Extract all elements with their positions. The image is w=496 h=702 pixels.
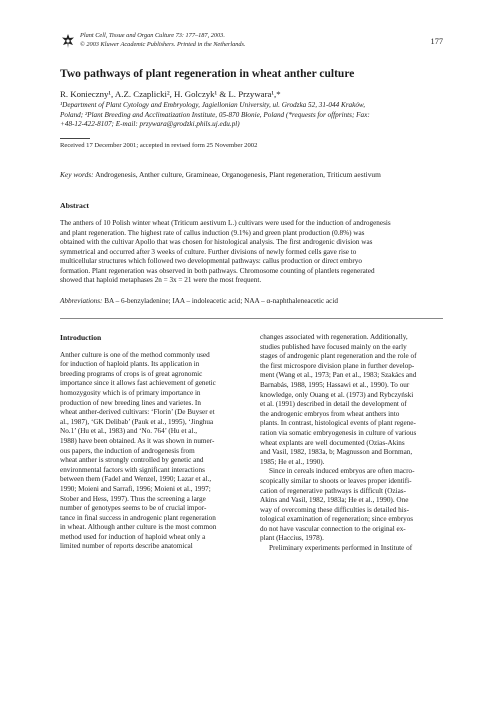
text-line: number of genotypes seems to be of crucial impor-: [60, 504, 207, 513]
affiliations: [60, 101, 450, 130]
text-line: way of overcoming these difficulties is detailed his-: [260, 505, 409, 514]
text-line: stages of androgenic plant regeneration and the role of: [260, 352, 417, 361]
text-line: importance since it allows fast achievement of genetic: [60, 379, 216, 388]
text-line: between them (Fadel and Wenzel, 1990; Lazar et al.,: [60, 475, 212, 484]
abbreviations-label: Abbreviations:: [60, 297, 103, 305]
paragraph: [260, 544, 438, 554]
journal-citation: Plant Cell, Tissue and Organ Culture 73: 177–187, 2003.: [80, 32, 225, 39]
section-divider: [60, 318, 443, 319]
abbreviations-text: BA – 6-benzyladenine; IAA – indoleacetic acid; NAA – α-naphthaleneacetic acid: [104, 297, 338, 305]
received-dates: Received 17 December 2001; accepted in revised form 25 November 2002: [60, 142, 258, 149]
abstract-line: obtained with the cultivar Apollo that was chosen for histological analysis. The first androgenic division was: [60, 238, 373, 247]
abbreviations: [60, 296, 450, 306]
text-line: studies published have focused mainly on the early: [260, 342, 407, 351]
text-line: knowledge, only Ouang et al. (1973) and Rybczyński: [260, 390, 414, 399]
article-title: Two pathways of plant regeneration in wheat anther culture: [60, 68, 355, 80]
copyright-line: © 2003 Kluwer Academic Publishers. Printed in the Netherlands.: [80, 40, 246, 48]
text-line: wheat anther is strongly controlled by genetic and: [60, 456, 204, 465]
affiliation-line: +48-12-422-8107; E-mail: przywara@grodzki.phils.uj.edu.pl): [60, 120, 240, 128]
text-line: No.1’ (Hu et al., 1983) and ‘No. 764’ (Hu et al.,: [60, 427, 198, 436]
abstract-line: symmetrical and occurred after 3 weeks of culture. Further divisions of newly formed cells gave rise to: [60, 247, 357, 256]
text-line: ous papers, the induction of androgenesis from: [60, 446, 195, 455]
right-column: [260, 333, 438, 554]
keywords-label: Key words:: [60, 170, 94, 179]
keywords-text: Androgenesis, Anther culture, Gramineae, Organogenesis, Plant regeneration, Triticum aestivum: [95, 170, 381, 179]
paragraph: [260, 333, 438, 467]
text-line: 1988) have been obtained. As it was shown in numer-: [60, 436, 215, 445]
text-line: in wheat. Although anther culture is the most common: [60, 523, 217, 532]
abstract-line: multicellular structures which followed two developmental pathways: callus production or direct embryo: [60, 257, 362, 266]
text-line: method used for induction of haploid wheat only a: [60, 532, 206, 541]
text-line: Since in cereals induced embryos are often macro-: [269, 467, 415, 476]
text-line: al., 1987), ‘GK Delibab’ (Pauk et al., 1995), ‘Jinghua: [60, 417, 214, 426]
text-line: environmental factors with significant interactions: [60, 465, 205, 474]
text-line: changes associated with regeneration. Additionally,: [260, 333, 408, 341]
journal-info: [80, 32, 246, 49]
keywords: [60, 170, 450, 180]
text-line: et al. (1991) described in detail the development of: [260, 400, 407, 409]
affiliation-line: ¹Department of Plant Cytology and Embryology, Jagiellonian University, ul. Grodzka 52, 31-044 Kraków,: [60, 101, 365, 109]
left-column: [60, 333, 238, 552]
text-line: for induction of haploid plants. Its application in: [60, 360, 200, 369]
text-line: Barnabás, 1988, 1995; Hassawi et al., 1990). To our: [260, 380, 410, 389]
text-line: the first microspore division plane in further develop-: [260, 361, 415, 370]
abstract-line: and plant regeneration. The highest rate of callus induction (9.1%) and green plant production (0.8%) was: [60, 228, 365, 237]
paragraph: [260, 467, 438, 544]
text-line: tological examination of regeneration; since embryos: [260, 515, 414, 524]
intro-paragraph: [60, 351, 238, 552]
text-line: plant (Haccius, 1978).: [260, 534, 324, 543]
text-line: and Vasil, 1982, 1983a, b; Magnusson and Bornman,: [260, 448, 413, 457]
text-line: Akins and Vasil, 1982, 1983a; He et al., 1990). One: [260, 496, 409, 505]
text-line: wheat anther-derived cultivars: ‘Florin’ (De Buyser et: [60, 408, 215, 417]
divider: [60, 138, 90, 139]
author-list: R. Konieczny¹, A.Z. Czaplicki², H. Golczyk¹ & L. Przywara¹,*: [60, 89, 281, 99]
abstract-line: showed that haploid metaphases 2n = 3x = 21 were the most frequent.: [60, 276, 262, 285]
text-line: the androgenic embryos from wheat anthers into: [260, 409, 400, 418]
text-line: Stober and Hess, 1997). Thus the screening a large: [60, 494, 206, 503]
text-line: limited number of reports describe anatomical: [60, 542, 193, 551]
journal-header: [60, 30, 443, 54]
abstract-line: formation. Plant regeneration was observed in both pathways. Chromosome counting of plantlets regenerated: [60, 266, 375, 275]
text-line: 1990; Moieni and Sarrafi, 1996; Moieni et al., 1997;: [60, 484, 211, 493]
publisher-logo-icon: [60, 33, 76, 49]
text-line: homozygosity which is of primary importance in: [60, 388, 201, 397]
text-line: plants. In contrast, histological events of plant regene-: [260, 419, 416, 428]
text-line: cation of regenerative pathways is difficult (Ozias-: [260, 486, 406, 495]
text-line: tance in final success in androgenic plant regeneration: [60, 513, 216, 522]
text-line: scopically similar to shoots or leaves proper identifi-: [260, 476, 412, 485]
text-line: ration via somatic embryogenesis in culture of various: [260, 428, 417, 437]
text-line: Anther culture is one of the method commonly used: [60, 350, 210, 359]
text-line: Preliminary experiments performed in Institute of: [269, 544, 413, 553]
abstract-heading: Abstract: [60, 201, 90, 210]
text-line: wheat explants are well documented (Ozias-Akins: [260, 438, 405, 447]
text-line: ment (Wang et al., 1973; Pan et al., 1983; Szakács and: [260, 371, 417, 380]
text-line: breeding programs of crops is of great agronomic: [60, 369, 203, 378]
abstract-text: [60, 219, 442, 286]
abstract-line: The anthers of 10 Polish winter wheat (Triticum aestivum L.) cultivars were used for the induction of androgenesis: [60, 219, 391, 227]
section-heading: Introduction: [60, 333, 102, 342]
text-line: 1985; He et al., 1990).: [260, 457, 325, 466]
affiliation-line: Poland; ²Plant Breeding and Acclimatization Institute, 05-870 Błonie, Poland (*requests for offprints; Fax:: [60, 110, 370, 119]
text-line: do not have vascular connection to the original ex-: [260, 524, 406, 533]
page-number: 177: [430, 37, 443, 46]
text-line: production of new breeding lines and varietes. In: [60, 398, 201, 407]
